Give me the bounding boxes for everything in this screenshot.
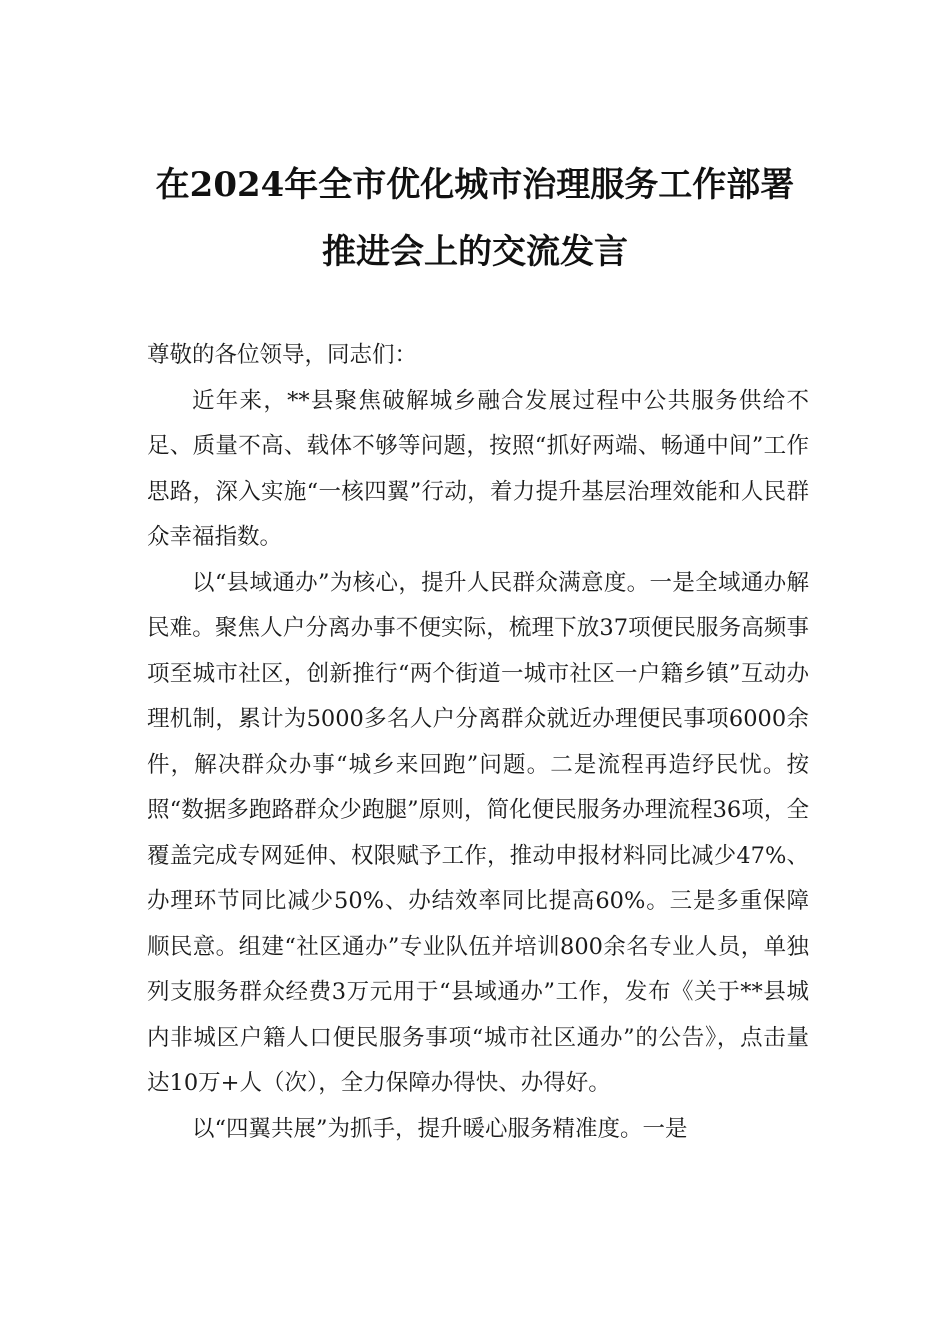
- paragraph-county-service: 以“县域通办”为核心，提升人民群众满意度。一是全域通办解民难。聚焦人户分离办事不便实际，梳理下放37项便民服务高频事项至城市社区，创新推行“两个街道一城市社区一户籍乡镇”互动办理机制，累计为5000多名人户分离群众就近办理便民事项6000余件，解决群众办事“城乡来回跑”问题。二是流程再造纾民忧。按照“数据多跑路群众少跑腿”原则，简化便民服务办理流程36项，全覆盖完成专网延伸、权限赋予工作，推动申报材料同比减少47%、办理环节同比减少50%、办结效率同比提高60%。三是多重保障顺民意。组建“社区通办”专业队伍并培训800余名专业人员，单独列支服务群众经费3万元用于“县域通办”工作，发布《关于**县城内非城区户籍人口便民服务事项“城市社区通办”的公告》，点击量达10万+人（次），全力保障办得快、办得好。: [147, 569, 809, 1096]
- paragraph-four-wings: 以“四翼共展”为抓手，提升暖心服务精准度。一是: [192, 1115, 688, 1142]
- paragraph-intro: 近年来，**县聚焦破解城乡融合发展过程中公共服务供给不足、质量不高、载体不够等问题，按照“抓好两端、畅通中间”工作思路，深入实施“一核四翼”行动，着力提升基层治理效能和人民群众幸福指数。: [147, 387, 809, 550]
- salutation: 尊敬的各位领导，同志们：: [147, 342, 418, 368]
- document-title-line-1: 在2024年全市优化城市治理服务工作部署: [155, 165, 795, 205]
- document-title-line-2: 推进会上的交流发言: [322, 232, 628, 272]
- document-body: [147, 333, 809, 1152]
